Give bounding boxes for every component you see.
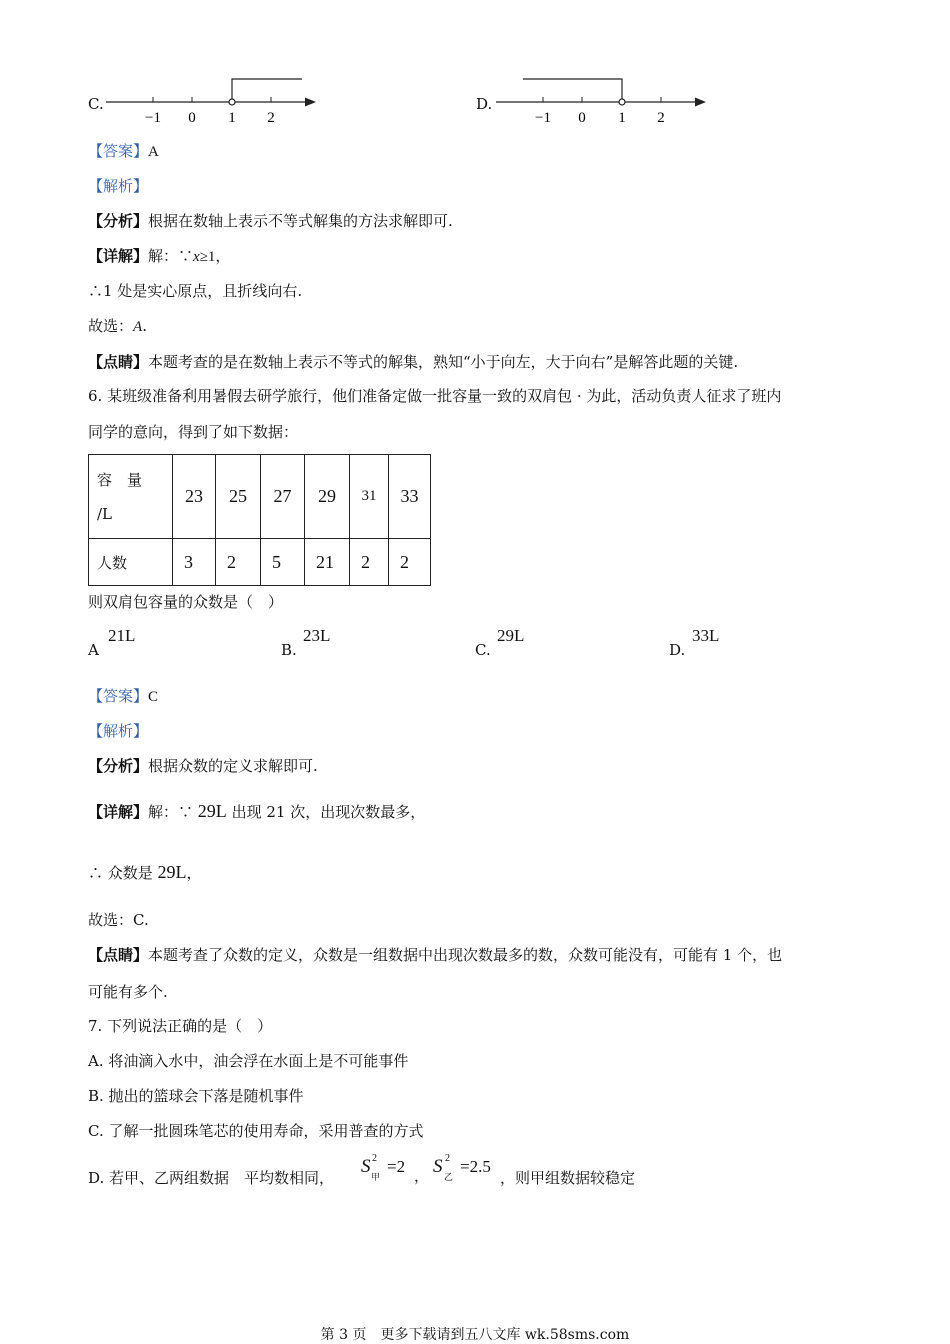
superscript: 2 (445, 1153, 450, 1164)
q6-stem-line2: 同学的意向，得到了如下数据： (88, 423, 299, 441)
q5-dianjing (88, 352, 738, 372)
q6-choose: 故选：C. (88, 911, 149, 929)
table-cell: 33 (389, 455, 431, 539)
superscript: 2 (372, 1153, 377, 1164)
q6-option-b-value: 23L (303, 626, 331, 645)
q5-jiexi-tag: 【解析】 (88, 177, 149, 195)
answer-tag: 【答案】 (88, 687, 149, 705)
q5-option-c-label: C. (88, 95, 104, 113)
table-cell: 29 (305, 455, 350, 539)
axis-arrow (305, 98, 316, 107)
tick-label: −1 (535, 110, 551, 126)
table-row (89, 539, 431, 586)
xiangjie-var: x (193, 249, 200, 265)
choose-suffix: . (142, 317, 147, 335)
therefore-b: 29L (157, 862, 187, 882)
solution-ray (232, 79, 302, 99)
xiangjie-prefix: 解：∵ (148, 247, 194, 265)
therefore-a: ∴ 众数是 (88, 864, 158, 882)
q5-choose (88, 316, 147, 337)
table-cell: 21 (305, 539, 350, 586)
xiangjie-a: 解：∵ (148, 803, 198, 821)
q6-option-d-letter: D. (669, 641, 686, 659)
table-cell: 25 (216, 455, 261, 539)
q6-option-b-letter: B. (281, 641, 297, 659)
q5-xiangjie (88, 246, 230, 267)
q6-data-table (88, 454, 431, 586)
value-jia: =2 (387, 1157, 406, 1176)
comma: ， (414, 1167, 430, 1185)
dianjing-tag: 【点睛】 (88, 353, 149, 371)
q7-option-d-suffix: ，则甲组数据较稳定 (500, 1169, 636, 1187)
q5-fenxi (88, 211, 453, 231)
xiangjie-c: 出现 21 次，出现次数最多， (226, 803, 426, 821)
q7-stem: 7. 下列说法正确的是（ ） (88, 1017, 273, 1035)
q5-option-d-number-line (490, 70, 720, 132)
table-cell: 2 (350, 539, 389, 586)
q7-option-a: A. 将油滴入水中，油会浮在水面上是不可能事件 (88, 1052, 409, 1070)
fenxi-text: 根据众数的定义求解即可. (148, 757, 318, 775)
q6-fenxi (88, 756, 318, 776)
xiangjie-b: 29L (197, 801, 227, 821)
q6-answer (88, 686, 158, 707)
q6-option-c-letter: C. (475, 641, 491, 659)
q5-answer (88, 141, 159, 162)
tick-label: −1 (145, 110, 161, 126)
dianjing-text: 本题考查的是在数轴上表示不等式的解集，熟知“小于向左，大于向右”是解答此题的关键. (148, 353, 739, 371)
q6-dianjing-line1 (88, 945, 782, 965)
choose-answer: A (133, 319, 143, 335)
q6-therefore (88, 862, 202, 883)
tick-label: 0 (578, 110, 586, 126)
xiangjie-tag: 【详解】 (88, 247, 149, 265)
answer-value: A (148, 144, 159, 160)
solution-ray (523, 79, 622, 99)
q6-question: 则双肩包容量的众数是（ ） (88, 593, 284, 611)
dianjing-tag: 【点睛】 (88, 946, 149, 964)
q6-xiangjie (88, 801, 425, 822)
q7-option-b: B. 抛出的篮球会下落是随机事件 (88, 1087, 304, 1105)
answer-value: C (148, 689, 159, 705)
s-symbol: S (361, 1156, 371, 1177)
axis-arrow (695, 98, 706, 107)
choose-prefix: 故选： (88, 317, 134, 335)
table-cell: 2 (389, 539, 431, 586)
therefore-c: ， (186, 864, 202, 882)
table-header-capacity (89, 455, 173, 539)
q7-option-d-prefix: D. 若甲、乙两组数据 平均数相同， (88, 1169, 335, 1187)
s-symbol: S (433, 1156, 443, 1177)
q6-option-a-letter: A (88, 641, 99, 659)
fenxi-tag: 【分析】 (88, 212, 149, 230)
table-cell: 27 (261, 455, 305, 539)
q5-option-c-number-line (100, 70, 330, 132)
q6-stem-line1: 6. 某班级准备利用暑假去研学旅行，他们准备定做一批容量一致的双肩包 · 为此，活动负责人征求了班内 (88, 387, 782, 405)
q7-option-c: C. 了解一批圆珠笔芯的使用寿命，采用普查的方式 (88, 1122, 424, 1140)
dianjing-text: 本题考查了众数的定义，众数是一组数据中出现次数最多的数，众数可能没有，可能有 1 个，也 (148, 946, 783, 964)
page-footer: 第 3 页 更多下载请到五八文库 wk.58sms.com (320, 1327, 630, 1343)
value-yi: =2.5 (460, 1157, 491, 1176)
fenxi-tag: 【分析】 (88, 757, 149, 775)
subscript-yi: 乙 (444, 1173, 454, 1183)
tick-label: 2 (267, 110, 275, 126)
table-cell: 2 (216, 539, 261, 586)
xiangjie-rest: ≥1， (199, 249, 231, 265)
table-header-count: 人数 (89, 539, 173, 586)
q6-option-d-value: 33L (692, 626, 720, 645)
tick-label: 2 (657, 110, 665, 126)
table-cell: 5 (261, 539, 305, 586)
tick-label: 1 (618, 110, 626, 126)
table-row (89, 455, 431, 539)
q6-option-c-value: 29L (497, 626, 525, 645)
xiangjie-tag: 【详解】 (88, 803, 149, 821)
open-point (619, 99, 625, 105)
tick-label: 0 (188, 110, 196, 126)
table-cell: 31 (350, 455, 389, 539)
q5-option-d-label: D. (476, 95, 493, 113)
subscript-jia: 甲 (371, 1173, 381, 1183)
q6-dianjing-line2: 可能有多个. (88, 983, 168, 1001)
fenxi-text: 根据在数轴上表示不等式解集的方法求解即可. (148, 212, 453, 230)
open-point (229, 99, 235, 105)
answer-tag: 【答案】 (88, 142, 149, 160)
table-cell: 3 (173, 539, 216, 586)
q6-option-a-value: 21L (108, 626, 136, 645)
header-label-b: /L (97, 504, 113, 523)
q6-jiexi-tag: 【解析】 (88, 722, 149, 740)
q5-therefore: ∴1 处是实心原点，且折线向右. (88, 282, 303, 300)
tick-label: 1 (228, 110, 236, 126)
header-label-a: 容 量 (97, 470, 143, 489)
table-cell: 23 (173, 455, 216, 539)
